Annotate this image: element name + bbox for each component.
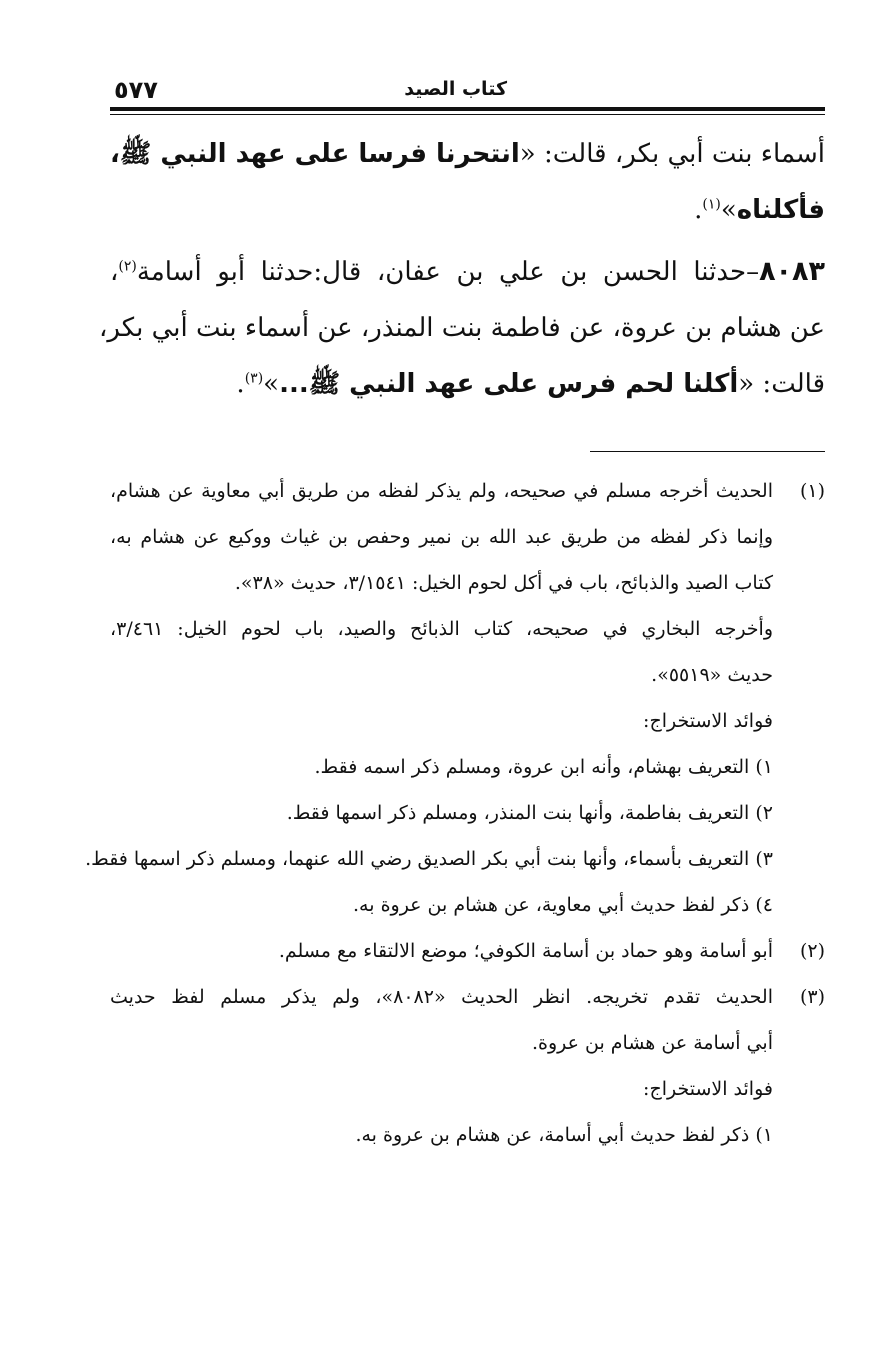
footnote-line <box>110 974 825 1020</box>
header-rule-thick <box>110 107 825 111</box>
isnad-start: –حدثنا الحسن بن علي بن عفان، قال:حدثنا أبو أسامة <box>136 257 760 287</box>
footnote-3 <box>110 974 825 1158</box>
benefit-text: ١) ذكر لفظ حديث أبي أسامة، عن هشام بن عروة به. <box>355 1124 773 1146</box>
benefit-text: ٣) التعريف بأسماء، وأنها بنت أبي بكر الصديق رضي الله عنهما، ومسلم ذكر اسمها فقط. <box>85 848 773 870</box>
footnote-text: كتاب الصيد والذبائح، باب في أكل لحوم الخيل: ٣/١٥٤١، حديث «٣٨». <box>234 572 773 594</box>
header-rule-thin <box>110 114 825 115</box>
matn-bold: أكلنا لحم فرس على عهد النبي ﷺ... <box>279 369 739 399</box>
footnote-line <box>110 928 825 974</box>
main-text <box>99 126 825 412</box>
benefit-item <box>110 790 825 836</box>
close-quote-2: » <box>263 369 280 399</box>
line5-plain: قالت: <box>754 369 825 399</box>
benefit-text: ٤) ذكر لفظ حديث أبي معاوية، عن هشام بن عروة به. <box>353 894 773 916</box>
footnotes <box>85 468 825 1158</box>
open-quote: « <box>519 139 536 169</box>
footnote-text: الحديث تقدم تخريجه. انظر الحديث «٨٠٨٢»، ولم يذكر مسلم لفظ حديث <box>110 986 773 1008</box>
main-line-4 <box>99 300 825 356</box>
benefit-item <box>110 1112 825 1158</box>
footnote-line <box>110 514 825 560</box>
benefit-text: ١) التعريف بهشام، وأنه ابن عروة، ومسلم ذكر اسمه فقط. <box>314 756 773 778</box>
line1-plain: أسماء بنت أبي بكر، قالت: <box>535 139 825 169</box>
running-title: كتاب الصيد <box>404 78 507 100</box>
main-line-3 <box>110 244 825 300</box>
main-line-1 <box>110 126 825 182</box>
benefits-title-text: فوائد الاستخراج: <box>643 1078 773 1100</box>
line2-end: . <box>694 195 703 225</box>
benefit-text: ٢) التعريف بفاطمة، وأنها بنت المنذر، ومسلم ذكر اسمها فقط. <box>286 802 773 824</box>
footnote-separator <box>590 451 825 452</box>
page-number: ٥٧٧ <box>114 76 158 104</box>
hadith-8083 <box>99 244 825 412</box>
footnote-marker: (١) <box>799 480 825 502</box>
hadith-quote-end-bold: فأكلناه <box>736 195 825 225</box>
line5-end: . <box>236 369 245 399</box>
footnote-line <box>110 468 825 514</box>
footnote-text: الحديث أخرجه مسلم في صحيحه، ولم يذكر لفظه من طريق أبي معاوية عن هشام، <box>110 480 773 502</box>
footnote-marker: (٣) <box>799 986 825 1008</box>
footnote-text: حديث «٥٥١٩». <box>651 664 773 686</box>
line3-end: ، <box>110 257 119 287</box>
footnote-line <box>110 560 825 606</box>
hadith-quote-bold: انتحرنا فرسا على عهد النبي ﷺ، <box>110 139 520 169</box>
footnote-1 <box>85 468 825 928</box>
footnote-text: أبي أسامة عن هشام بن عروة. <box>531 1032 773 1054</box>
open-quote-2: « <box>738 369 755 399</box>
footnote-ref-1[interactable]: (١) <box>702 196 721 213</box>
benefit-item <box>110 882 825 928</box>
footnote-line <box>110 1020 825 1066</box>
footnote-marker: (٢) <box>799 940 825 962</box>
footnote-ref-3[interactable]: (٣) <box>244 370 264 387</box>
close-quote: » <box>720 195 737 225</box>
page-header <box>110 72 825 104</box>
benefit-item <box>110 744 825 790</box>
main-line-5 <box>110 356 825 412</box>
footnote-line <box>110 606 825 652</box>
footnote-line <box>110 652 825 698</box>
footnote-2 <box>110 928 825 974</box>
benefits-title-text: فوائد الاستخراج: <box>643 710 773 732</box>
benefits-title <box>110 1066 825 1112</box>
main-line-2 <box>110 182 825 238</box>
footnote-text: وأخرجه البخاري في صحيحه، كتاب الذبائح والصيد، باب لحوم الخيل: ٣/٤٦١، <box>110 618 773 640</box>
isnad-continued: عن هشام بن عروة، عن فاطمة بنت المنذر، عن أسماء بنت أبي بكر، <box>99 313 825 343</box>
footnote-text: وإنما ذكر لفظه من طريق عبد الله بن نمير وحفص بن غياث ووكيع عن هشام به، <box>110 526 773 548</box>
benefit-item <box>85 836 825 882</box>
benefits-title <box>110 698 825 744</box>
hadith-number: ٨٠٨٣ <box>759 256 825 287</box>
footnote-ref-2[interactable]: (٢) <box>118 258 137 275</box>
footnote-text: أبو أسامة وهو حماد بن أسامة الكوفي؛ موضع الالتقاء مع مسلم. <box>278 940 773 962</box>
